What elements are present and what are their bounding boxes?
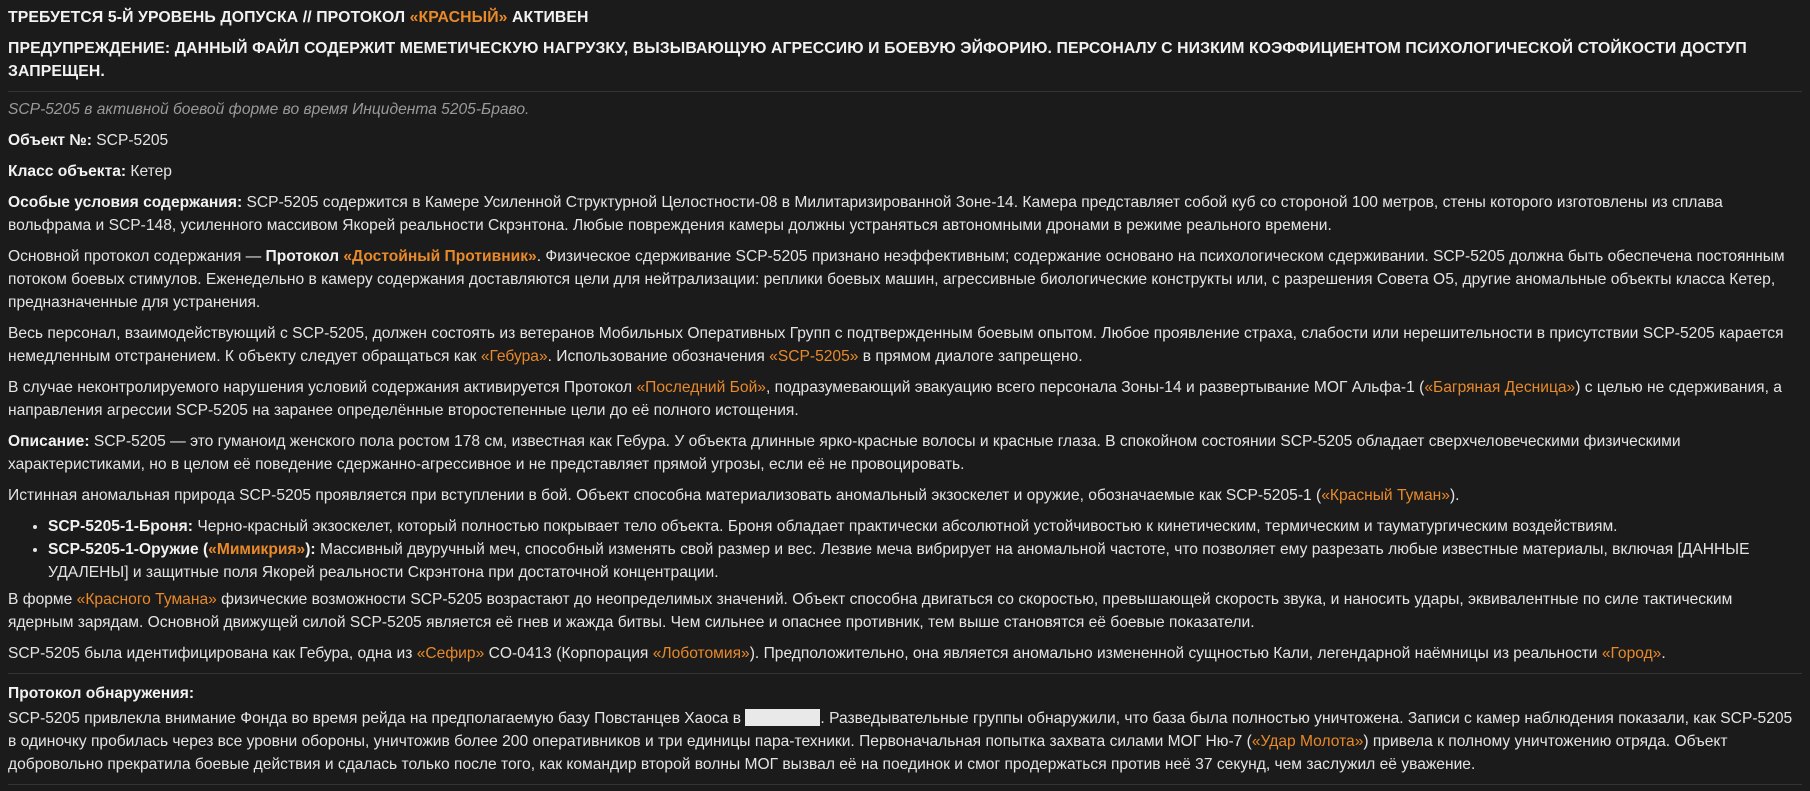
- list-item-weapon: [48, 538, 1802, 584]
- discovery-text-3: ) привела к полному уничтожению отряда. Объект добровольно прекратила боевые действия и сдалась только после того, как командир второй волны МОГ вызвал её на поединок и смог продержаться против неё 37 секунд, чем заслужил её уважение.: [8, 733, 1728, 773]
- identity-text-4: .: [1661, 645, 1666, 662]
- last-stand-link[interactable]: «Последний Бой»: [636, 379, 766, 396]
- identity-text-2: CO-0413 (Корпорация: [484, 645, 653, 662]
- discovery-text: [8, 707, 1802, 776]
- worthy-opponent-link[interactable]: «Достойный Противник»: [343, 248, 537, 265]
- red-mist-form-link[interactable]: «Красного Тумана»: [76, 591, 217, 608]
- armor-label: SCP-5205-1-Броня:: [48, 518, 193, 535]
- containment-text: SCP-5205 содержится в Камере Усиленной Структурной Целостности-08 в Милитаризированной Зоне-14. Камера представляет собой куб со стороной 100 метров, стены которого изготовлены из сплава вольфрама и SCP-148, усиленного массивом Якорей реальности Скрэнтона. Любые повреждения камеры должны устраняться автономными дронами в режиме реального времени.: [8, 194, 1723, 234]
- identity-text-3: ). Предположительно, она является аномально измененной сущностью Кали, легендарной наёмницы из реальности: [749, 645, 1602, 662]
- breach-text: В случае неконтролируемого нарушения условий содержания активируется Протокол: [8, 379, 637, 396]
- breach-text-2: , подразумевающий эвакуацию всего персонала Зоны-14 и развертывание МОГ Альфа-1 (: [765, 379, 1425, 396]
- redacted-block: [745, 709, 820, 726]
- object-class: [8, 160, 1802, 183]
- form-text: В форме: [8, 591, 77, 608]
- sephirah-link[interactable]: «Сефир»: [416, 645, 485, 662]
- containment-protocol: [8, 245, 1802, 314]
- armor-text: Черно-красный экзоскелет, который полностью покрывает тело объекта. Броня обладает практически абсолютной устойчивостью к кинетическим, термическим и тауматургическим воздействиям.: [192, 518, 1618, 535]
- clearance-text: ТРЕБУЕТСЯ 5-Й УРОВЕНЬ ДОПУСКА // ПРОТОКОЛ: [8, 9, 410, 26]
- weapon-text: Массивный двуручный меч, способный изменять свой размер и вес. Лезвие меча вибрирует на аномальной частоте, что позволяет ему разрезать любые известные материалы, включая [ДАННЫЕ УДАЛЕНЫ] и защитные поля Якорей реальности Скрэнтона при достаточной концентрации.: [48, 541, 1750, 581]
- red-mist-form: [8, 588, 1802, 634]
- personnel-text: Весь персонал, взаимодействующий с SCP-5205, должен состоять из ветеранов Мобильных Оперативных Групп с подтвержденным боевым опытом. Любое проявление страха, слабости или нерешительности в присутствии SCP-5205 карается немедленным отстранением. К объекту следует обращаться как: [8, 325, 1784, 365]
- city-link[interactable]: «Город»: [1601, 645, 1662, 662]
- description-label: Описание:: [8, 433, 90, 450]
- object-class-label: Класс объекта:: [8, 163, 127, 180]
- containment-label: Особые условия содержания:: [8, 194, 243, 211]
- description-text: SCP-5205 — это гуманоид женского пола ростом 178 см, известная как Гебура. У объекта длинные ярко-красные волосы и красные глаза. В спокойном состоянии SCP-5205 обладает сверхчеловеческими физическими характеристиками, но в целом её поведение сдержанно-агрессивное и не представляет прямой угрозы, если её не провоцировать.: [8, 433, 1681, 473]
- discovery-heading: [8, 682, 1802, 705]
- nature-text: Истинная аномальная природа SCP-5205 проявляется при вступлении в бой. Объект способна материализовать аномальный экзоскелет и оружие, обозначаемые как SCP-5205-1 (: [8, 487, 1322, 504]
- lobotomy-link[interactable]: «Лоботомия»: [652, 645, 750, 662]
- memetic-warning: ПРЕДУПРЕЖДЕНИЕ: ДАННЫЙ ФАЙЛ СОДЕРЖИТ МЕМЕТИЧЕСКУЮ НАГРУЗКУ, ВЫЗЫВАЮЩУЮ АГРЕССИЮ И БОЕВУЮ ЭЙФОРИЮ. ПЕРСОНАЛУ С НИЗКИМ КОЭФФИЦИЕНТОМ ПСИХОЛОГИЧЕСКОЙ СТОЙКОСТИ ДОСТУП ЗАПРЕЩЕН.: [8, 37, 1802, 92]
- protocol-label: Протокол: [265, 248, 344, 265]
- personnel-text-2: . Использование обозначения: [547, 348, 770, 365]
- list-item-armor: [48, 515, 1802, 538]
- personnel-text-3: в прямом диалоге запрещено.: [858, 348, 1083, 365]
- weapon-label-prefix: SCP-5205-1-Оружие (: [48, 541, 209, 558]
- clearance-suffix: АКТИВЕН: [507, 9, 589, 26]
- description: [8, 430, 1802, 476]
- nature-text-2: ).: [1449, 487, 1460, 504]
- object-class-value: Кетер: [126, 163, 172, 180]
- personnel-rules: [8, 322, 1802, 368]
- breach-protocol: [8, 376, 1802, 422]
- weapon-label-suffix: ):: [305, 541, 316, 558]
- crimson-hand-link[interactable]: «Багряная Десница»: [1424, 379, 1576, 396]
- item-number-value: SCP-5205: [91, 132, 169, 149]
- hammer-strike-link[interactable]: «Удар Молота»: [1251, 733, 1364, 750]
- bottom-divider: [8, 784, 1802, 785]
- image-caption: SCP-5205 в активной боевой форме во время Инцидента 5205-Браво.: [8, 101, 530, 118]
- scp-5205-link[interactable]: «SCP-5205»: [769, 348, 859, 365]
- discovery-text-1: SCP-5205 привлекла внимание Фонда во время рейда на предполагаемую базу Повстанцев Хаоса в: [8, 710, 746, 727]
- form-text-2: физические возможности SCP-5205 возрастают до неопределимых значений. Объект способна двигаться со скоростью, превышающей скорость звука, и наносить удары, эквивалентные по силе тактическим ядерным зарядам. Основной движущей силой SCP-5205 является её гнев и жажда битвы. Чем сильнее и опаснее противник, тем выше становятся её боевые показатели.: [8, 591, 1733, 631]
- section-divider: [8, 673, 1802, 674]
- breach-text-3: ) с целью не сдерживания, а направления агрессии SCP-5205 на заранее определённые второстепенные цели до её полного истощения.: [8, 379, 1782, 419]
- protocol-description: . Физическое сдерживание SCP-5205 признано неэффективным; содержание основано на психологическом сдерживании. SCP-5205 должна быть обеспечена постоянным потоком боевых стимулов. Еженедельно в камеру содержания доставляются цели для нейтрализации: реплики боевых машин, агрессивные биологические конструкты или, с разрешения Совета О5, другие аномальные объекты класса Кетер, предназначенные для устранения.: [8, 248, 1785, 311]
- red-mist-link[interactable]: «Красный Туман»: [1321, 487, 1450, 504]
- identity-text: SCP-5205 была идентифицирована как Гебура, одна из: [8, 645, 417, 662]
- containment-procedures: [8, 191, 1802, 237]
- discovery-text-2: . Разведывательные группы обнаружили, что база была полностью уничтожена. Записи с камер наблюдения показали, как SCP-5205 в одиночку пробилась через все уровни обороны, уничтожив более 200 оперативников и три единицы пара-техники. Первоначальная попытка захвата силами МОГ Ню-7 (: [8, 710, 1793, 750]
- discovery-heading-text: Протокол обнаружения:: [8, 685, 195, 702]
- clearance-header: [8, 6, 1802, 29]
- item-number: [8, 129, 1802, 152]
- identity: [8, 642, 1802, 665]
- protocol-red-link[interactable]: «КРАСНЫЙ»: [409, 9, 508, 26]
- gebura-link[interactable]: «Гебура»: [480, 348, 548, 365]
- components-list: [8, 515, 1802, 584]
- protocol-text: Основной протокол содержания —: [8, 248, 266, 265]
- anomalous-nature: [8, 484, 1802, 507]
- mimicry-link[interactable]: «Мимикрия»: [208, 541, 306, 558]
- weapon-label: [48, 541, 316, 558]
- item-number-label: Объект №:: [8, 132, 92, 149]
